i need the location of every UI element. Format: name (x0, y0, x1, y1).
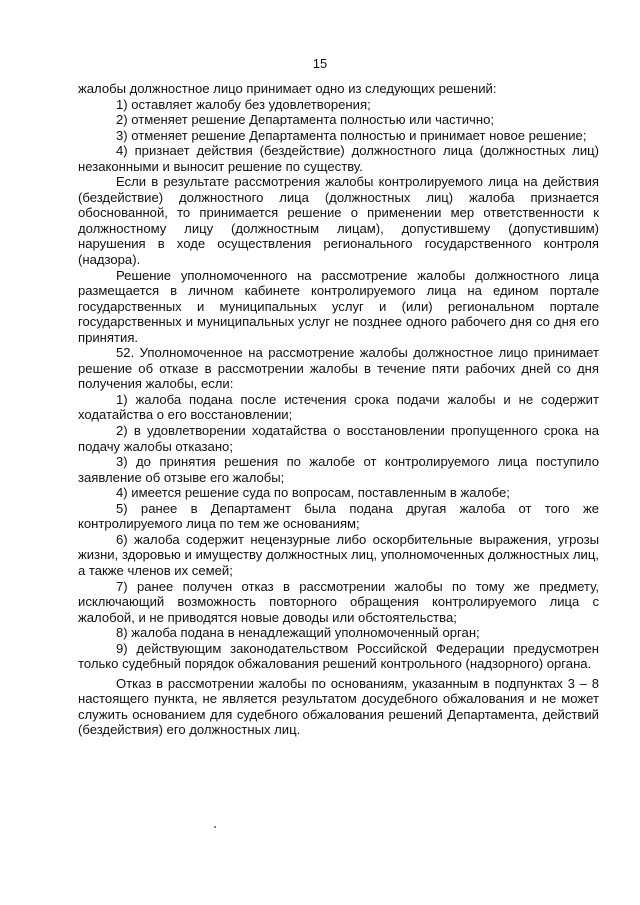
document-body (78, 81, 599, 738)
paragraph-decision-3: 3) отменяет решение Департамента полностью и принимает новое решение; (116, 127, 587, 143)
paragraph-closing: Отказ в рассмотрении жалобы по основаниям, указанным в подпунктах 3 – 8 настоящего пункта, не является результатом досудебного обжалования и не может служить основанием для судебного обжалования решений Департамента, действий (бездействия) его должностных лиц. (78, 675, 599, 738)
paragraph-refusal-6: 6) жалоба содержит нецензурные либо оскорбительные выражения, угрозы жизни, здоровью и имуществу должностных лиц, уполномоченных должностных лиц, а также членов их семей; (78, 531, 599, 578)
paragraph-refusal-4: 4) имеется решение суда по вопросам, поставленным в жалобе; (116, 485, 510, 501)
paragraph-refusal-8: 8) жалоба подана в ненадлежащий уполномоченный орган; (116, 625, 480, 641)
paragraph-clause-52: 52. Уполномоченное на рассмотрение жалобы должностное лицо принимает решение об отказе в рассмотрении жалобы в течение пяти рабочих дней со дня получения жалобы, если: (78, 345, 599, 392)
paragraph-responsibility: Если в результате рассмотрения жалобы контролируемого лица на действия (бездействие) должностного лица (должностных лиц) жалоба признается обоснованной, то принимается решение о применении мер ответственности к должностному лицу (должностным лицам), допустившему (допустившим) нарушения в ходе осуществления регионального государственного контроля (надзора). (78, 174, 599, 268)
paragraph-decision-4: 4) признает действия (бездействие) должностного лица (должностных лиц) незаконными и выносит решение по существу. (78, 143, 599, 174)
paragraph-decision-1: 1) оставляет жалобу без удовлетворения; (116, 96, 371, 112)
paragraph-refusal-1: 1) жалоба подана после истечения срока подачи жалобы и не содержит ходатайства о его восстановлении; (78, 391, 599, 423)
paragraph-refusal-2: 2) в удовлетворении ходатайства о восстановлении пропущенного срока на подачу жалобы отказано; (78, 423, 599, 454)
paragraph-refusal-9: 9) действующим законодательством Российской Федерации предусмотрен только судебный порядок обжалования решений контрольного (надзорного) органа. (78, 640, 599, 672)
scan-speck (214, 826, 216, 828)
paragraph-refusal-7: 7) ранее получен отказ в рассмотрении жалобы по тому же предмету, исключающий возможность повторного обращения контролируемого лица с жалобой, и не приводятся новые доводы или обстоятельства; (78, 578, 599, 625)
paragraph-decision-2: 2) отменяет решение Департамента полностью или частично; (116, 112, 495, 128)
paragraph-publication: Решение уполномоченного на рассмотрение жалобы должностного лица размещается в личном кабинете контролируемого лица на едином портале государственных и муниципальных услуг и (или) региональном портале государственных и муниципальных услуг не позднее одного рабочего дня со дня его принятия. (78, 267, 599, 345)
paragraph-refusal-5: 5) ранее в Департамент была подана другая жалоба от того же контролируемого лица по тем же основаниям; (78, 500, 599, 532)
page-number: 15 (312, 56, 328, 71)
paragraph-intro: жалобы должностное лицо принимает одно из следующих решений: (78, 81, 497, 96)
paragraph-refusal-3: 3) до принятия решения по жалобе от контролируемого лица поступило заявление об отзыве его жалобы; (78, 454, 599, 485)
